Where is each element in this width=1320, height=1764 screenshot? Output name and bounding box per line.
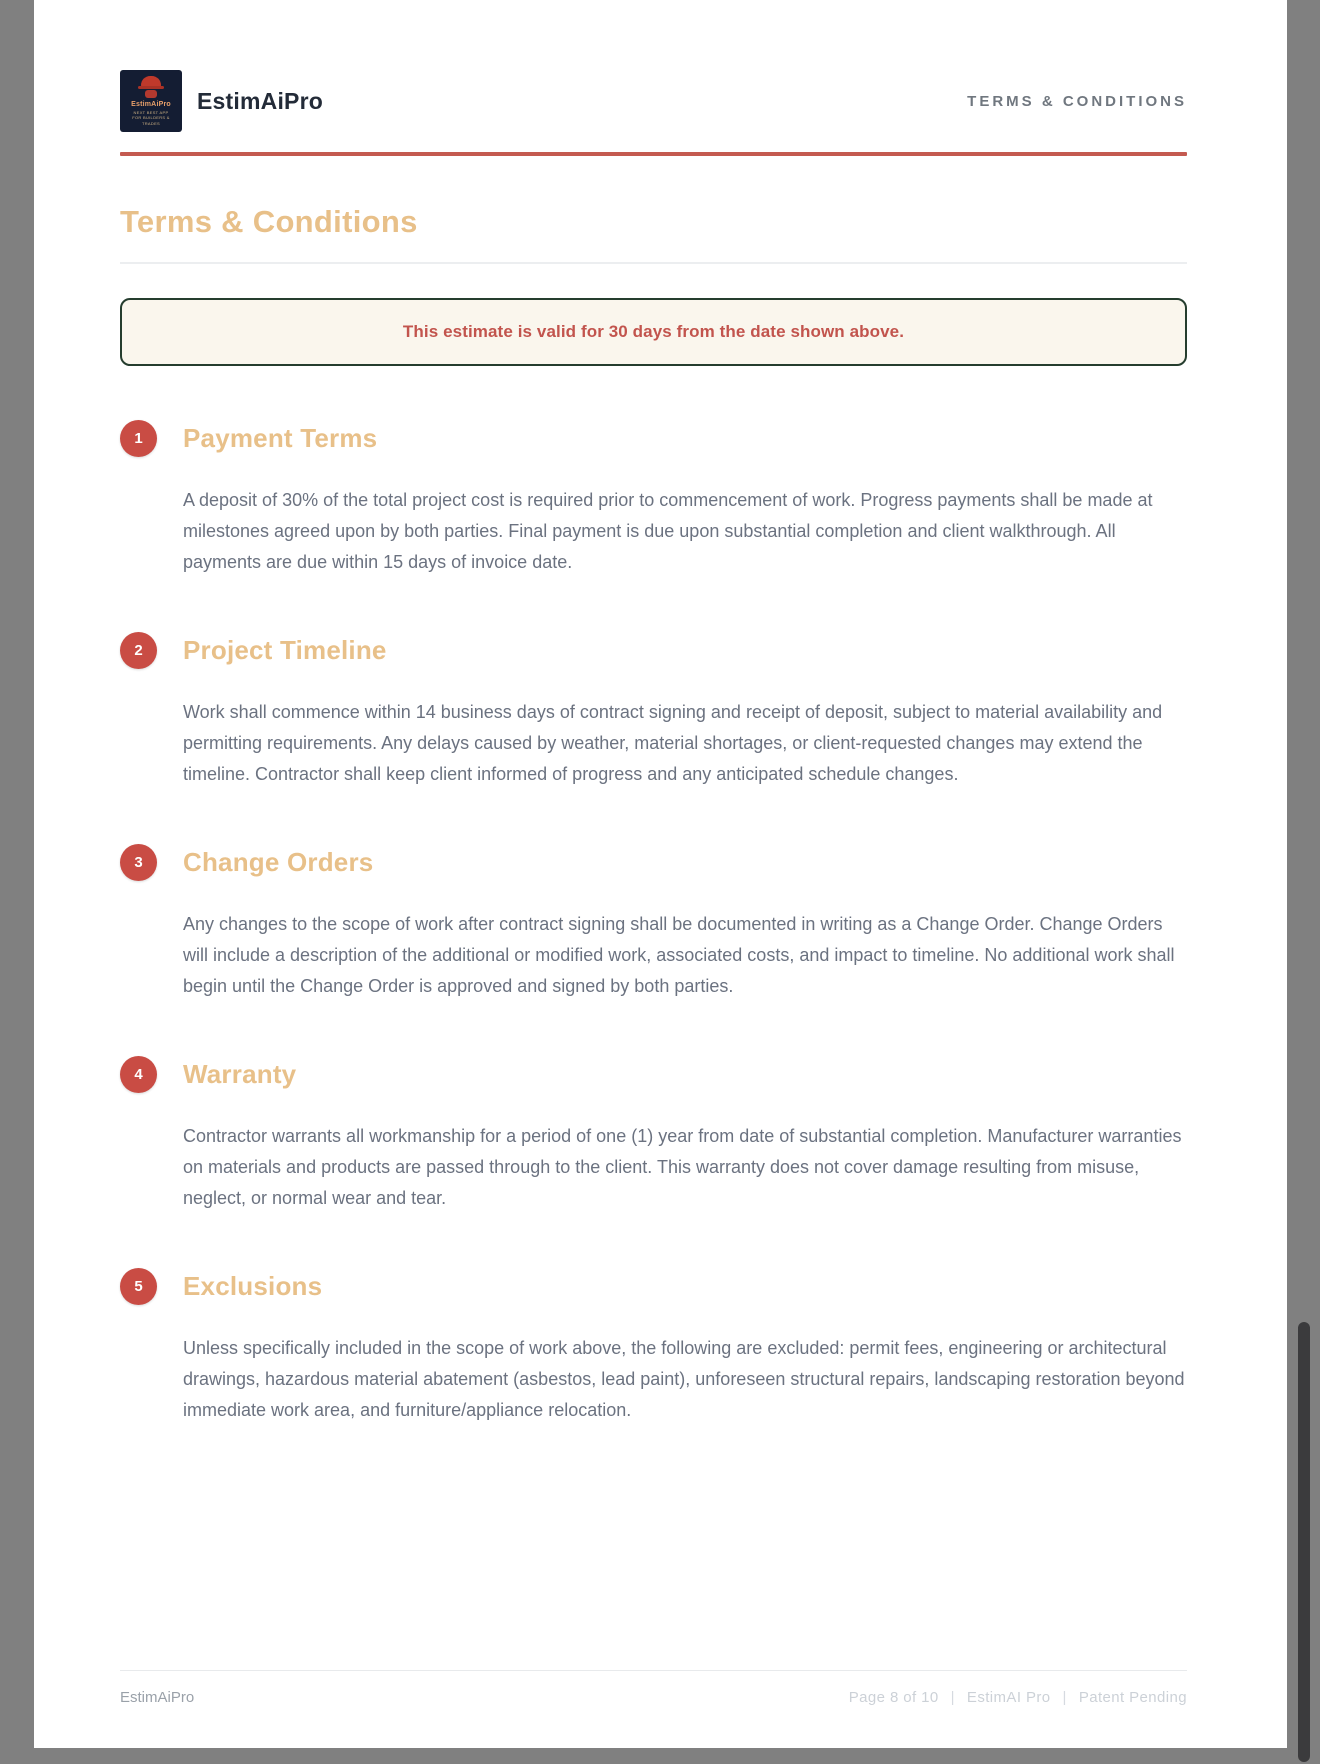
page-title: Terms & Conditions (120, 204, 418, 239)
brand-logo (120, 70, 182, 132)
section-project-timeline (120, 632, 1187, 790)
section-heading: Change Orders (183, 847, 374, 877)
section-number-badge: 1 (120, 420, 157, 457)
section-number-badge: 5 (120, 1268, 157, 1305)
logo-title: EstimAiPro (131, 101, 171, 109)
page-content (34, 0, 1287, 1748)
footer-separator: | (1062, 1689, 1067, 1706)
section-body: Contractor warrants all workmanship for a period of one (1) year from date of substantial completion. Manufacturer warranties on materials and products are passed through to the client. This warranty does not cover damage resulting from misuse, neglect, or normal wear and tear. (183, 1126, 1182, 1208)
document-page (34, 0, 1287, 1748)
footer-separator: | (950, 1689, 955, 1706)
logo-subtitle: NEXT BEST APP FOR BUILDERS & TRADES (132, 110, 170, 126)
section-body: Work shall commence within 14 business days of contract signing and receipt of deposit, subject to material availability and permitting requirements. Any delays caused by weather, material shortages, or client-requested changes may extend the timeline. Contractor shall keep client informed of progress and any anticipated schedule changes. (183, 702, 1163, 784)
header-page-label: TERMS & CONDITIONS (967, 92, 1187, 110)
section-heading: Warranty (183, 1059, 297, 1089)
footer-app-name: EstimAI Pro (966, 1689, 1051, 1706)
document-footer (120, 1670, 1187, 1706)
footer-patent-note: Patent Pending (1078, 1689, 1187, 1706)
mascot-face-icon (145, 90, 157, 98)
validity-notice-box (120, 298, 1187, 366)
section-exclusions (120, 1268, 1187, 1426)
section-change-orders (120, 844, 1187, 1002)
brand-name: EstimAiPro (197, 87, 323, 114)
hard-hat-icon (141, 76, 161, 87)
scrollbar-thumb[interactable] (1298, 1322, 1310, 1762)
footer-brand: EstimAiPro (120, 1689, 195, 1706)
section-number-badge: 2 (120, 632, 157, 669)
section-warranty (120, 1056, 1187, 1214)
header-accent-rule (120, 152, 1187, 156)
section-number-badge: 3 (120, 844, 157, 881)
validity-notice-text: This estimate is valid for 30 days from the date shown above. (402, 322, 905, 341)
section-payment-terms (120, 420, 1187, 578)
title-divider (120, 262, 1187, 264)
section-heading: Payment Terms (183, 423, 378, 453)
footer-meta (849, 1689, 1187, 1706)
section-body: Unless specifically included in the scope of work above, the following are excluded: permit fees, engineering or architectural drawings, hazardous material abatement (asbestos, lead paint), unforeseen structural repairs, landscaping restoration beyond immediate work area, and furniture/appliance relocation. (183, 1338, 1185, 1420)
section-body: Any changes to the scope of work after contract signing shall be documented in writing as a Change Order. Change Orders will include a description of the additional or modified work, associated costs, and impact to timeline. No additional work shall begin until the Change Order is approved and signed by both parties. (183, 914, 1175, 996)
section-heading: Project Timeline (183, 635, 387, 665)
section-heading: Exclusions (183, 1271, 323, 1301)
scrollbar-track[interactable] (1287, 0, 1320, 1764)
footer-page-number: Page 8 of 10 (848, 1689, 939, 1706)
document-header (120, 70, 1187, 132)
section-body: A deposit of 30% of the total project cost is required prior to commencement of work. Progress payments shall be made at milestones agreed upon by both parties. Final payment is due upon substantial completion and client walkthrough. All payments are due within 15 days of invoice date. (183, 490, 1153, 572)
section-number-badge: 4 (120, 1056, 157, 1093)
